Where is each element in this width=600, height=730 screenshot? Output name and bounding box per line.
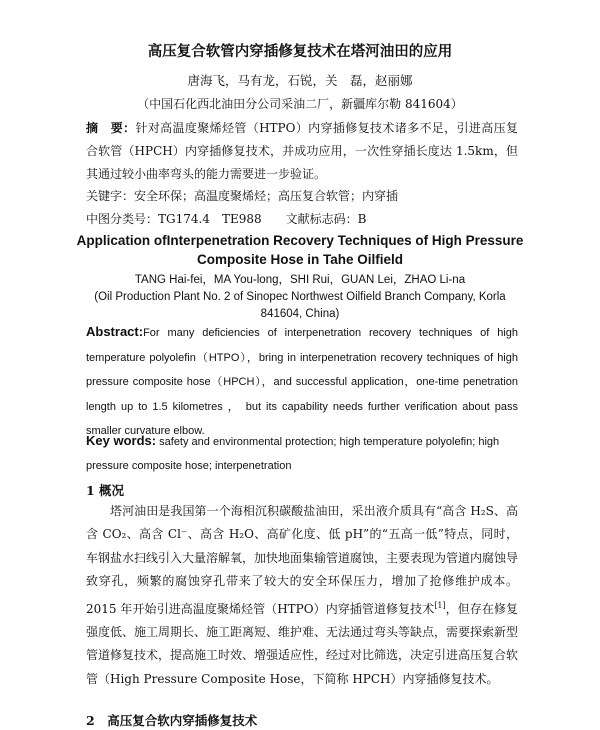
section-1-paragraph	[86, 500, 518, 691]
chinese-authors: 唐海飞，马有龙，石锐，关 磊，赵丽娜	[187, 73, 413, 88]
chinese-abstract-label: 摘 要：	[86, 121, 136, 135]
english-keywords-label: Key words:	[86, 433, 157, 448]
chinese-keywords-label: 关键字：	[86, 189, 135, 203]
section-1-heading: 1 概况	[86, 483, 125, 498]
english-abstract-text: For many deficiencies of interpenetration recovery techniques of high temperature polyolefin（HTPO），bring in interpenetration recovery techniques of high pressure composite hose（HPCH），and successful application，one-time penetration length up to 1.5 kilometres ， but its capability needs further verification about pass smaller curvature elbow.	[86, 327, 518, 437]
english-abstract	[86, 320, 518, 444]
classification-line: 中图分类号：TG174.4 TE988 文献标志码：B	[86, 212, 367, 226]
chinese-abstract-text: 针对高温度聚烯烃管（HTPO）内穿插修复技术诸多不足，引进高压复合软管（HPCH）内穿插修复技术，并成功应用，一次性穿插长度达 1.5km，但其通过较小曲率弯头的能力需要进一步验证。	[86, 121, 518, 181]
chinese-affiliation: （中国石化西北油田分公司采油二厂，新疆库尔勒 841604）	[137, 97, 463, 111]
english-keywords-text: safety and environmental protection; high temperature polyolefin; high pressure composite hose; interpenetration	[86, 436, 500, 472]
chinese-keywords	[86, 187, 398, 204]
citation-ref: [1]	[434, 600, 446, 610]
chinese-abstract	[86, 117, 518, 186]
section-1-text-part-2: ，但存在修复强度低、施工周期长、施工距离短、维护难、无法通过弯头等缺点，需要探索新型管道修复技术，提高施工时效、增强适应性，经过对比筛选，决定引进高压复合软管（High Pressure Composite Hose，下简称 HPCH）内穿插修复技术。	[86, 601, 519, 686]
english-affiliation: (Oil Production Plant No. 2 of Sinopec Northwest Oilfield Branch Company, Korla 841604, China)	[94, 291, 506, 320]
section-2-heading: 2 高压复合软内穿插修复技术	[86, 713, 258, 728]
english-abstract-label: Abstract:	[86, 324, 144, 339]
chinese-keywords-text: 安全环保；高温度聚烯烃；高压复合软管；内穿插	[134, 189, 399, 203]
english-title-line-1: Application ofInterpenetration Recovery Techniques of High Pressure	[76, 233, 524, 248]
english-keywords	[86, 429, 518, 478]
section-1-text-part-1: 塔河油田是我国第一个海相沉积碳酸盐油田，采出液介质具有“高含 H₂S、高含 CO₂、高含 Cl⁻、高含 H₂O、高矿化度、低 pH”的“五高一低”特点，同时，车钢盐水扫线引入大量溶解氧，加快地面集输管道腐蚀，主要表现为管道内腐蚀导致穿孔，频繁的腐蚀穿孔带来了较大的安全环保压力，增加了抢修维护成本。2015 年开始引进高温度聚烯烃管（HTPO）内穿插管道修复技术	[86, 504, 519, 616]
chinese-title: 高压复合软管内穿插修复技术在塔河油田的应用	[147, 44, 453, 60]
english-authors: TANG Hai-fei，MA You-long，SHI Rui，GUAN Lei，ZHAO Li-na	[134, 274, 466, 286]
english-title-line-2: Composite Hose in Tahe Oilfield	[196, 252, 404, 267]
